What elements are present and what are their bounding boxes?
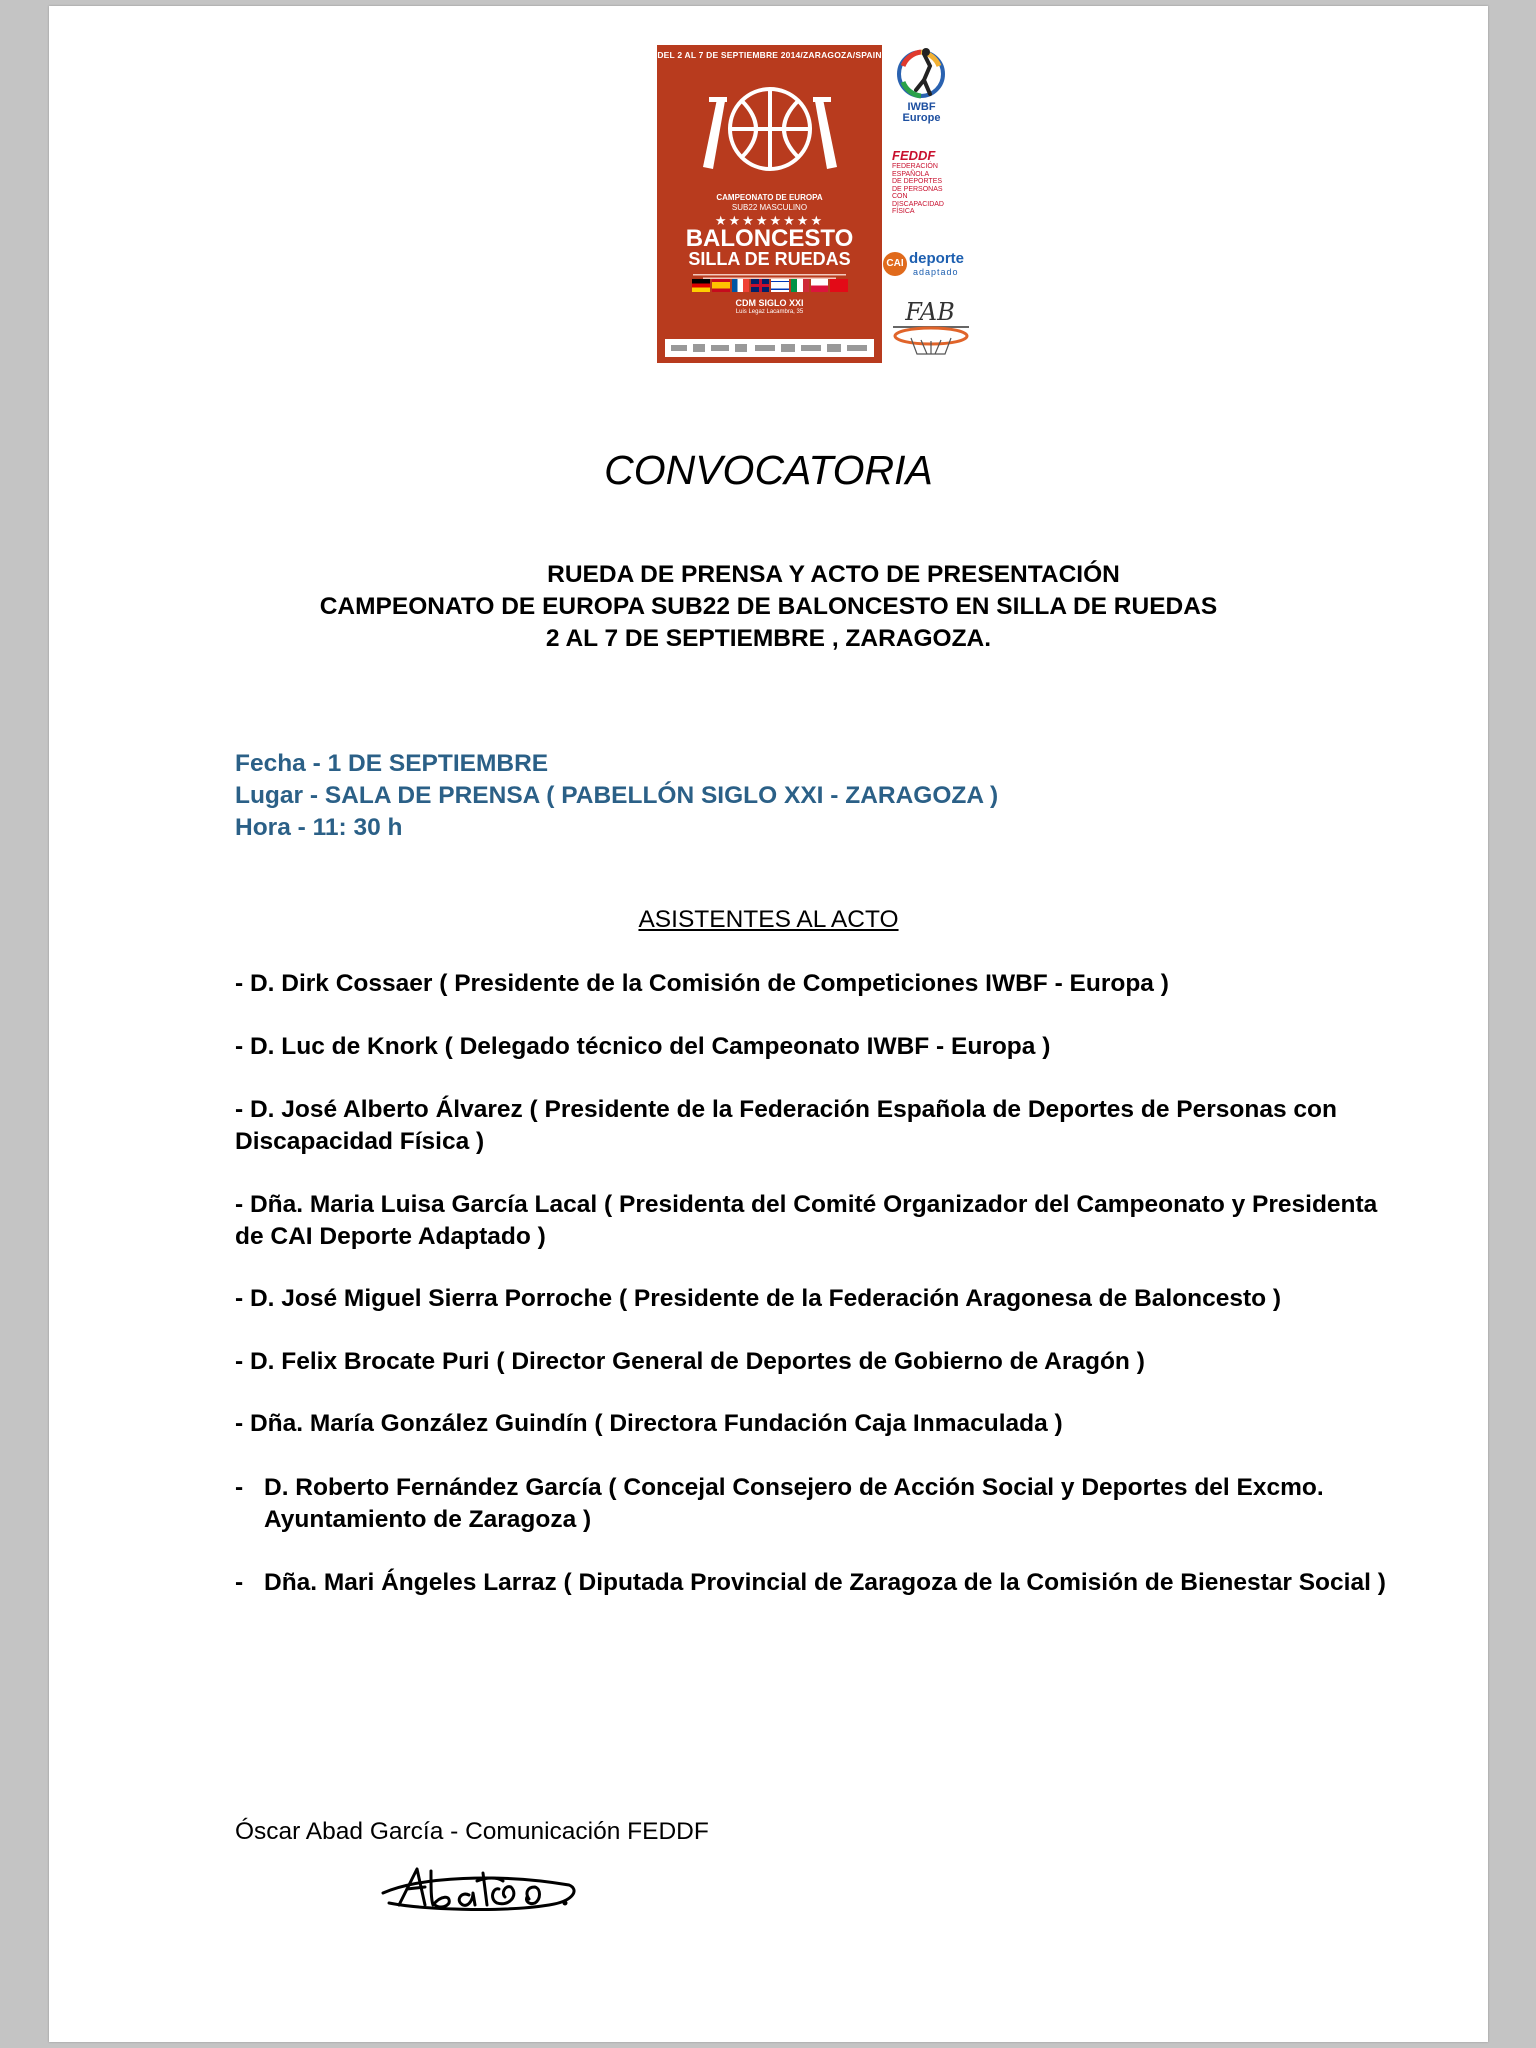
poster-sponsor-strip bbox=[665, 339, 874, 357]
poster-flags bbox=[692, 279, 848, 292]
attendee-item bbox=[235, 1567, 1395, 1599]
flag-italy-icon bbox=[791, 279, 809, 292]
feddf-line: DE PERSONAS CON bbox=[892, 185, 943, 200]
document-page bbox=[49, 6, 1488, 2042]
event-date: Fecha - 1 DE SEPTIEMBRE bbox=[235, 750, 549, 777]
poster-venue: CDM SIGLO XXI bbox=[735, 298, 804, 308]
attendees-heading: ASISTENTES AL ACTO bbox=[638, 906, 899, 933]
poster-championship: CAMPEONATO DE EUROPA bbox=[716, 193, 823, 202]
iwbf-label: IWBF bbox=[907, 101, 936, 113]
cai-word-secondary: adaptado bbox=[913, 267, 959, 277]
cai-word: deporte bbox=[909, 250, 965, 267]
cai-deporte-adaptado-logo bbox=[881, 249, 973, 279]
event-title-line-3: 2 AL 7 DE SEPTIEMBRE , ZARAGOZA. bbox=[545, 625, 992, 652]
attendee-item: - D. Felix Brocate Puri ( Director General de Deportes de Gobierno de Aragón ) bbox=[235, 1348, 1145, 1375]
feddf-line: FEDERACIÓN bbox=[892, 163, 938, 170]
attendee-text: D. Roberto Fernández García ( Concejal Consejero de Acción Social y Deportes del Excmo. Ayuntamiento de Zaragoza ) bbox=[264, 1474, 1324, 1533]
cai-circle: CAI bbox=[883, 252, 907, 276]
flag-poland-icon bbox=[811, 279, 829, 292]
attendee-item: - D. José Miguel Sierra Porroche ( Presidente de la Federación Aragonesa de Baloncesto ) bbox=[235, 1285, 1282, 1312]
list-bullet: - bbox=[235, 1474, 244, 1501]
basketball-wheelchair-icon bbox=[695, 79, 845, 189]
event-location: Lugar - SALA DE PRENSA ( PABELLÓN SIGLO XXI - ZARAGOZA ) bbox=[235, 782, 999, 809]
attendee-item: - Dña. María González Guindín ( Directora Fundación Caja Inmaculada ) bbox=[235, 1410, 1063, 1437]
feddf-logo bbox=[892, 149, 952, 225]
basketball-hoop-icon bbox=[887, 324, 977, 358]
poster-category: SUB22 MASCULINO bbox=[731, 203, 808, 212]
event-info bbox=[235, 748, 998, 844]
attendee-item bbox=[235, 1472, 1395, 1536]
attendee-item: - D. José Alberto Álvarez ( Presidente de la Federación Española de Deportes de Personas con Discapacidad Física ) bbox=[235, 1096, 1337, 1155]
iwbf-europe-logo bbox=[894, 46, 949, 136]
fab-logo bbox=[887, 300, 977, 358]
attendee-item: - D. Luc de Knork ( Delegado técnico del Campeonato IWBF - Europa ) bbox=[235, 1033, 1051, 1060]
flag-germany-icon bbox=[692, 279, 710, 292]
attendee-text: Dña. Mari Ángeles Larraz ( Diputada Provincial de Zaragoza de la Comisión de Bienestar Social ) bbox=[264, 1569, 1386, 1596]
flag-france-icon bbox=[732, 279, 750, 292]
handwritten-signature bbox=[379, 1859, 589, 1919]
poster-address: Luis Legaz Lacambra, 35 bbox=[735, 309, 804, 315]
event-time: Hora - 11: 30 h bbox=[235, 814, 403, 841]
fab-label: FAB bbox=[905, 298, 955, 326]
feddf-brand: FEDDF bbox=[892, 148, 936, 163]
event-title-block bbox=[49, 559, 1488, 655]
page-title: CONVOCATORIA bbox=[604, 447, 933, 493]
event-title-line-2: CAMPEONATO DE EUROPA SUB22 DE BALONCESTO EN SILLA DE RUEDAS bbox=[319, 593, 1218, 620]
event-poster bbox=[657, 45, 882, 363]
poster-stars: ★★★★★★★★ bbox=[714, 213, 825, 228]
event-title-line-1: RUEDA DE PRENSA Y ACTO DE PRESENTACIÓN bbox=[547, 561, 1120, 588]
flag-uk-icon bbox=[751, 279, 769, 292]
feddf-line: ESPAÑOLA bbox=[892, 170, 930, 178]
poster-title: BALONCESTO bbox=[685, 225, 854, 252]
feddf-line: DE DEPORTES bbox=[892, 178, 943, 185]
attendee-item: - D. Dirk Cossaer ( Presidente de la Comisión de Competiciones IWBF - Europa ) bbox=[235, 970, 1169, 997]
list-bullet: - bbox=[235, 1569, 244, 1596]
feddf-line: FÍSICA bbox=[892, 208, 915, 215]
attendee-item: - Dña. Maria Luisa García Lacal ( Presidenta del Comité Organizador del Campeonato y Presidenta de CAI Deporte Adaptado ) bbox=[235, 1191, 1378, 1250]
feddf-lines bbox=[892, 163, 952, 216]
feddf-line: DISCAPACIDAD bbox=[892, 200, 944, 208]
flag-spain-icon bbox=[712, 279, 730, 292]
poster-subtitle: SILLA DE RUEDAS bbox=[688, 249, 851, 269]
flag-turkey-icon bbox=[830, 279, 848, 292]
iwbf-region: Europe bbox=[902, 112, 941, 124]
poster-dates: DEL 2 AL 7 DE SEPTIEMBRE 2014/ZARAGOZA/SPAIN bbox=[657, 50, 882, 60]
iwbf-player-icon bbox=[894, 46, 949, 102]
author-credit: Óscar Abad García - Comunicación FEDDF bbox=[235, 1818, 709, 1845]
flag-israel-icon bbox=[771, 279, 789, 292]
